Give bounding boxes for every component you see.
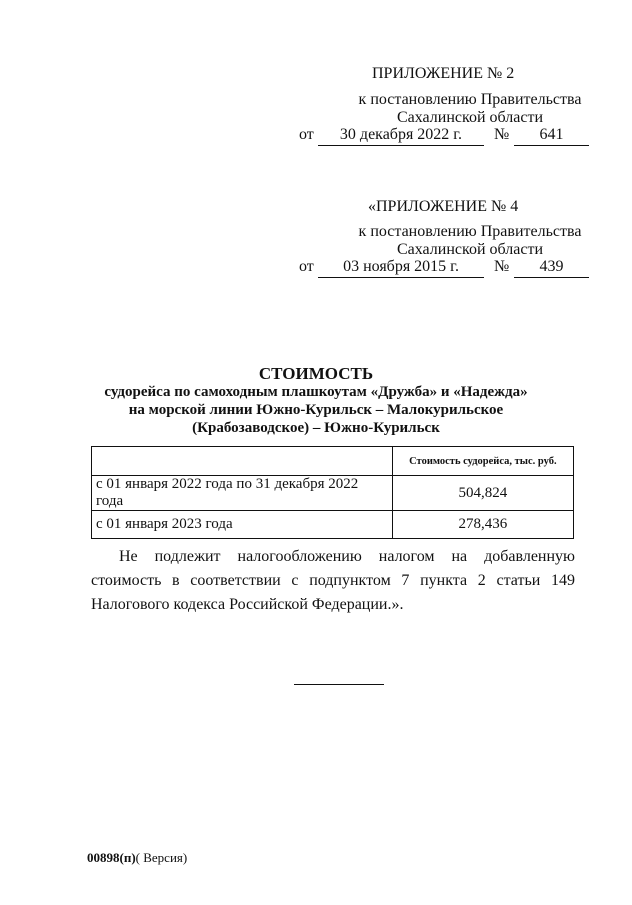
annex2-line2: Сахалинской области [396,109,544,126]
annex2-title: ПРИЛОЖЕНИЕ № 2 [372,65,515,82]
cost-heading-title: СТОИМОСТЬ [258,364,374,383]
document-version: ( Версия) [135,850,188,865]
table-header-row [92,447,574,476]
annex4-date: 03 ноября 2015 г. [318,257,484,278]
document-code: 00898(п) [87,850,136,865]
table-row [92,476,574,511]
table-row [92,511,574,539]
table-cell-cost: 278,436 [392,511,573,539]
table-cell-period: с 01 января 2023 года [92,511,393,539]
cost-heading-line3: (Крабозаводское) – Южно-Курильск [192,420,440,436]
document-footer [87,850,187,866]
divider-line [294,684,384,685]
annex2-date: 30 декабря 2022 г. [318,125,484,146]
annex2-number: 641 [514,125,589,146]
annex2-from-label: от [299,126,314,143]
annex4-line2: Сахалинской области [396,241,544,258]
cost-heading-line1: судорейса по самоходным плашкоутам «Дружба» и «Надежда» [104,384,528,400]
cost-heading-line2: на морской линии Южно-Курильск – Малокурильское [128,402,504,418]
table-cell-cost: 504,824 [392,476,573,511]
annex2-line1: к постановлению Правительства [358,91,582,108]
annex4-title: «ПРИЛОЖЕНИЕ № 4 [368,198,519,215]
annex4-number: 439 [514,257,589,278]
annex2-number-label: № [494,126,510,143]
annex4-from-label: от [299,258,314,275]
table-cell-period: с 01 января 2022 года по 31 декабря 2022 года [92,476,393,511]
annex4-line1: к постановлению Правительства [358,223,582,240]
table-header-cost: Стоимость судорейса, тыс. руб. [392,447,573,476]
annex4-number-label: № [494,258,510,275]
table-header-period [92,447,393,476]
cost-table [91,446,574,539]
tax-note-paragraph: Не подлежит налогообложению налогом на добавленную стоимость в соответствии с подпунктом 7 пункта 2 статьи 149 Налогового кодекса Российской Федерации.». [91,548,575,613]
